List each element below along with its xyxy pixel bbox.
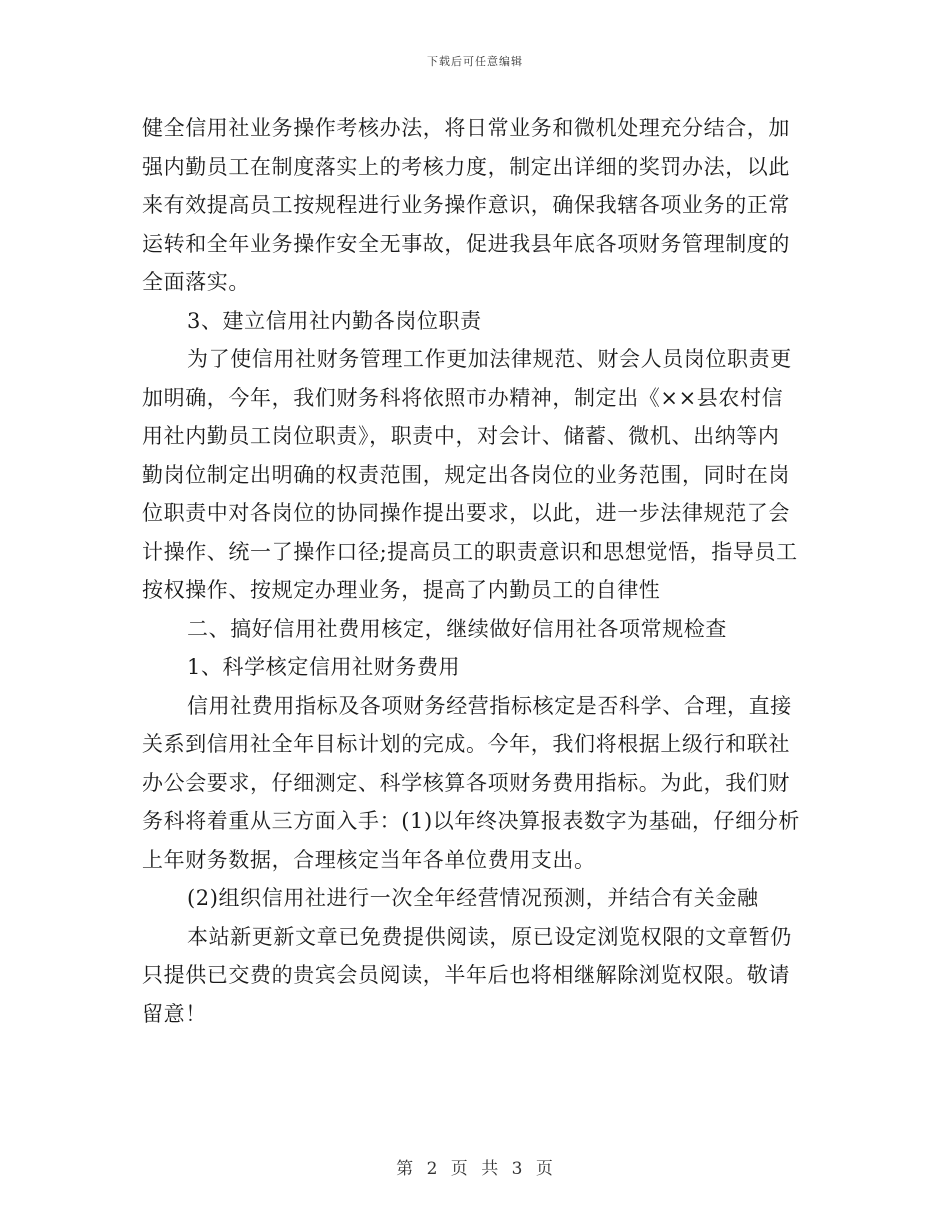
body-line: 位职责中对各岗位的协同操作提出要求，以此，进一步法律规范了会: [142, 501, 790, 525]
body-line: 计操作、统一了操作口径;提高员工的职责意识和思想觉悟，指导员工: [142, 539, 798, 564]
body-line: 健全信用社业务操作考核办法，将日常业务和微机处理充分结合，加: [142, 116, 790, 140]
section-heading: 二、搞好信用社费用核定，继续做好信用社各项常规检查: [187, 616, 727, 641]
body-line: 办公会要求，仔细测定、科学核算各项财务费用指标。为此，我们财: [142, 770, 790, 795]
section-heading: 1、科学核定信用社财务费用: [187, 655, 461, 679]
body-line: 为了使信用社财务管理工作更加法律规范、财会人员岗位职责更: [187, 347, 792, 371]
body-line: 加明确，今年，我们财务科将依照市办精神，制定出《××县农村信: [142, 385, 784, 410]
page-header: 下载后可任意编辑: [427, 55, 523, 68]
section-heading: 3、建立信用社内勤各岗位职责: [187, 308, 482, 333]
body-line: 信用社费用指标及各项财务经营指标核定是否科学、合理，直接: [187, 693, 792, 718]
body-line: 按权操作、按规定办理业务，提高了内勤员工的自律性: [142, 578, 661, 602]
body-line: 强内勤员工在制度落实上的考核力度，制定出详细的奖罚办法，以此: [142, 154, 790, 179]
body-line: 用社内勤员工岗位职责》，职责中，对会计、储蓄、微机、出纳等内: [142, 424, 780, 448]
body-line: (2)组织信用社进行一次全年经营情况预测，并结合有关金融: [187, 886, 759, 910]
page-number: 第 2 页 共 3 页: [396, 1159, 554, 1179]
notice-line: 本站新更新文章已免费提供阅读，原已设定浏览权限的文章暂仍: [187, 924, 792, 949]
notice-line: 留意！: [142, 1001, 207, 1026]
body-line: 上年财务数据，合理核定当年各单位费用支出。: [142, 847, 596, 872]
notice-line: 只提供已交费的贵宾会员阅读，半年后也将相继解除浏览权限。敬请: [142, 963, 790, 987]
body-line: 来有效提高员工按规程进行业务操作意识，确保我辖各项业务的正常: [142, 193, 790, 217]
body-line: 勤岗位制定出明确的权责范围，规定出各岗位的业务范围，同时在岗: [142, 462, 790, 487]
body-line: 运转和全年业务操作安全无事故，促进我县年底各项财务管理制度的: [142, 231, 790, 256]
body-line: 关系到信用社全年目标计划的完成。今年，我们将根据上级行和联社: [142, 732, 790, 756]
document-body: [142, 109, 814, 1033]
body-line: 全面落实。: [142, 270, 250, 294]
body-line: 务科将着重从三方面入手：(1)以年终决算报表数字为基础，仔细分析: [142, 809, 800, 833]
